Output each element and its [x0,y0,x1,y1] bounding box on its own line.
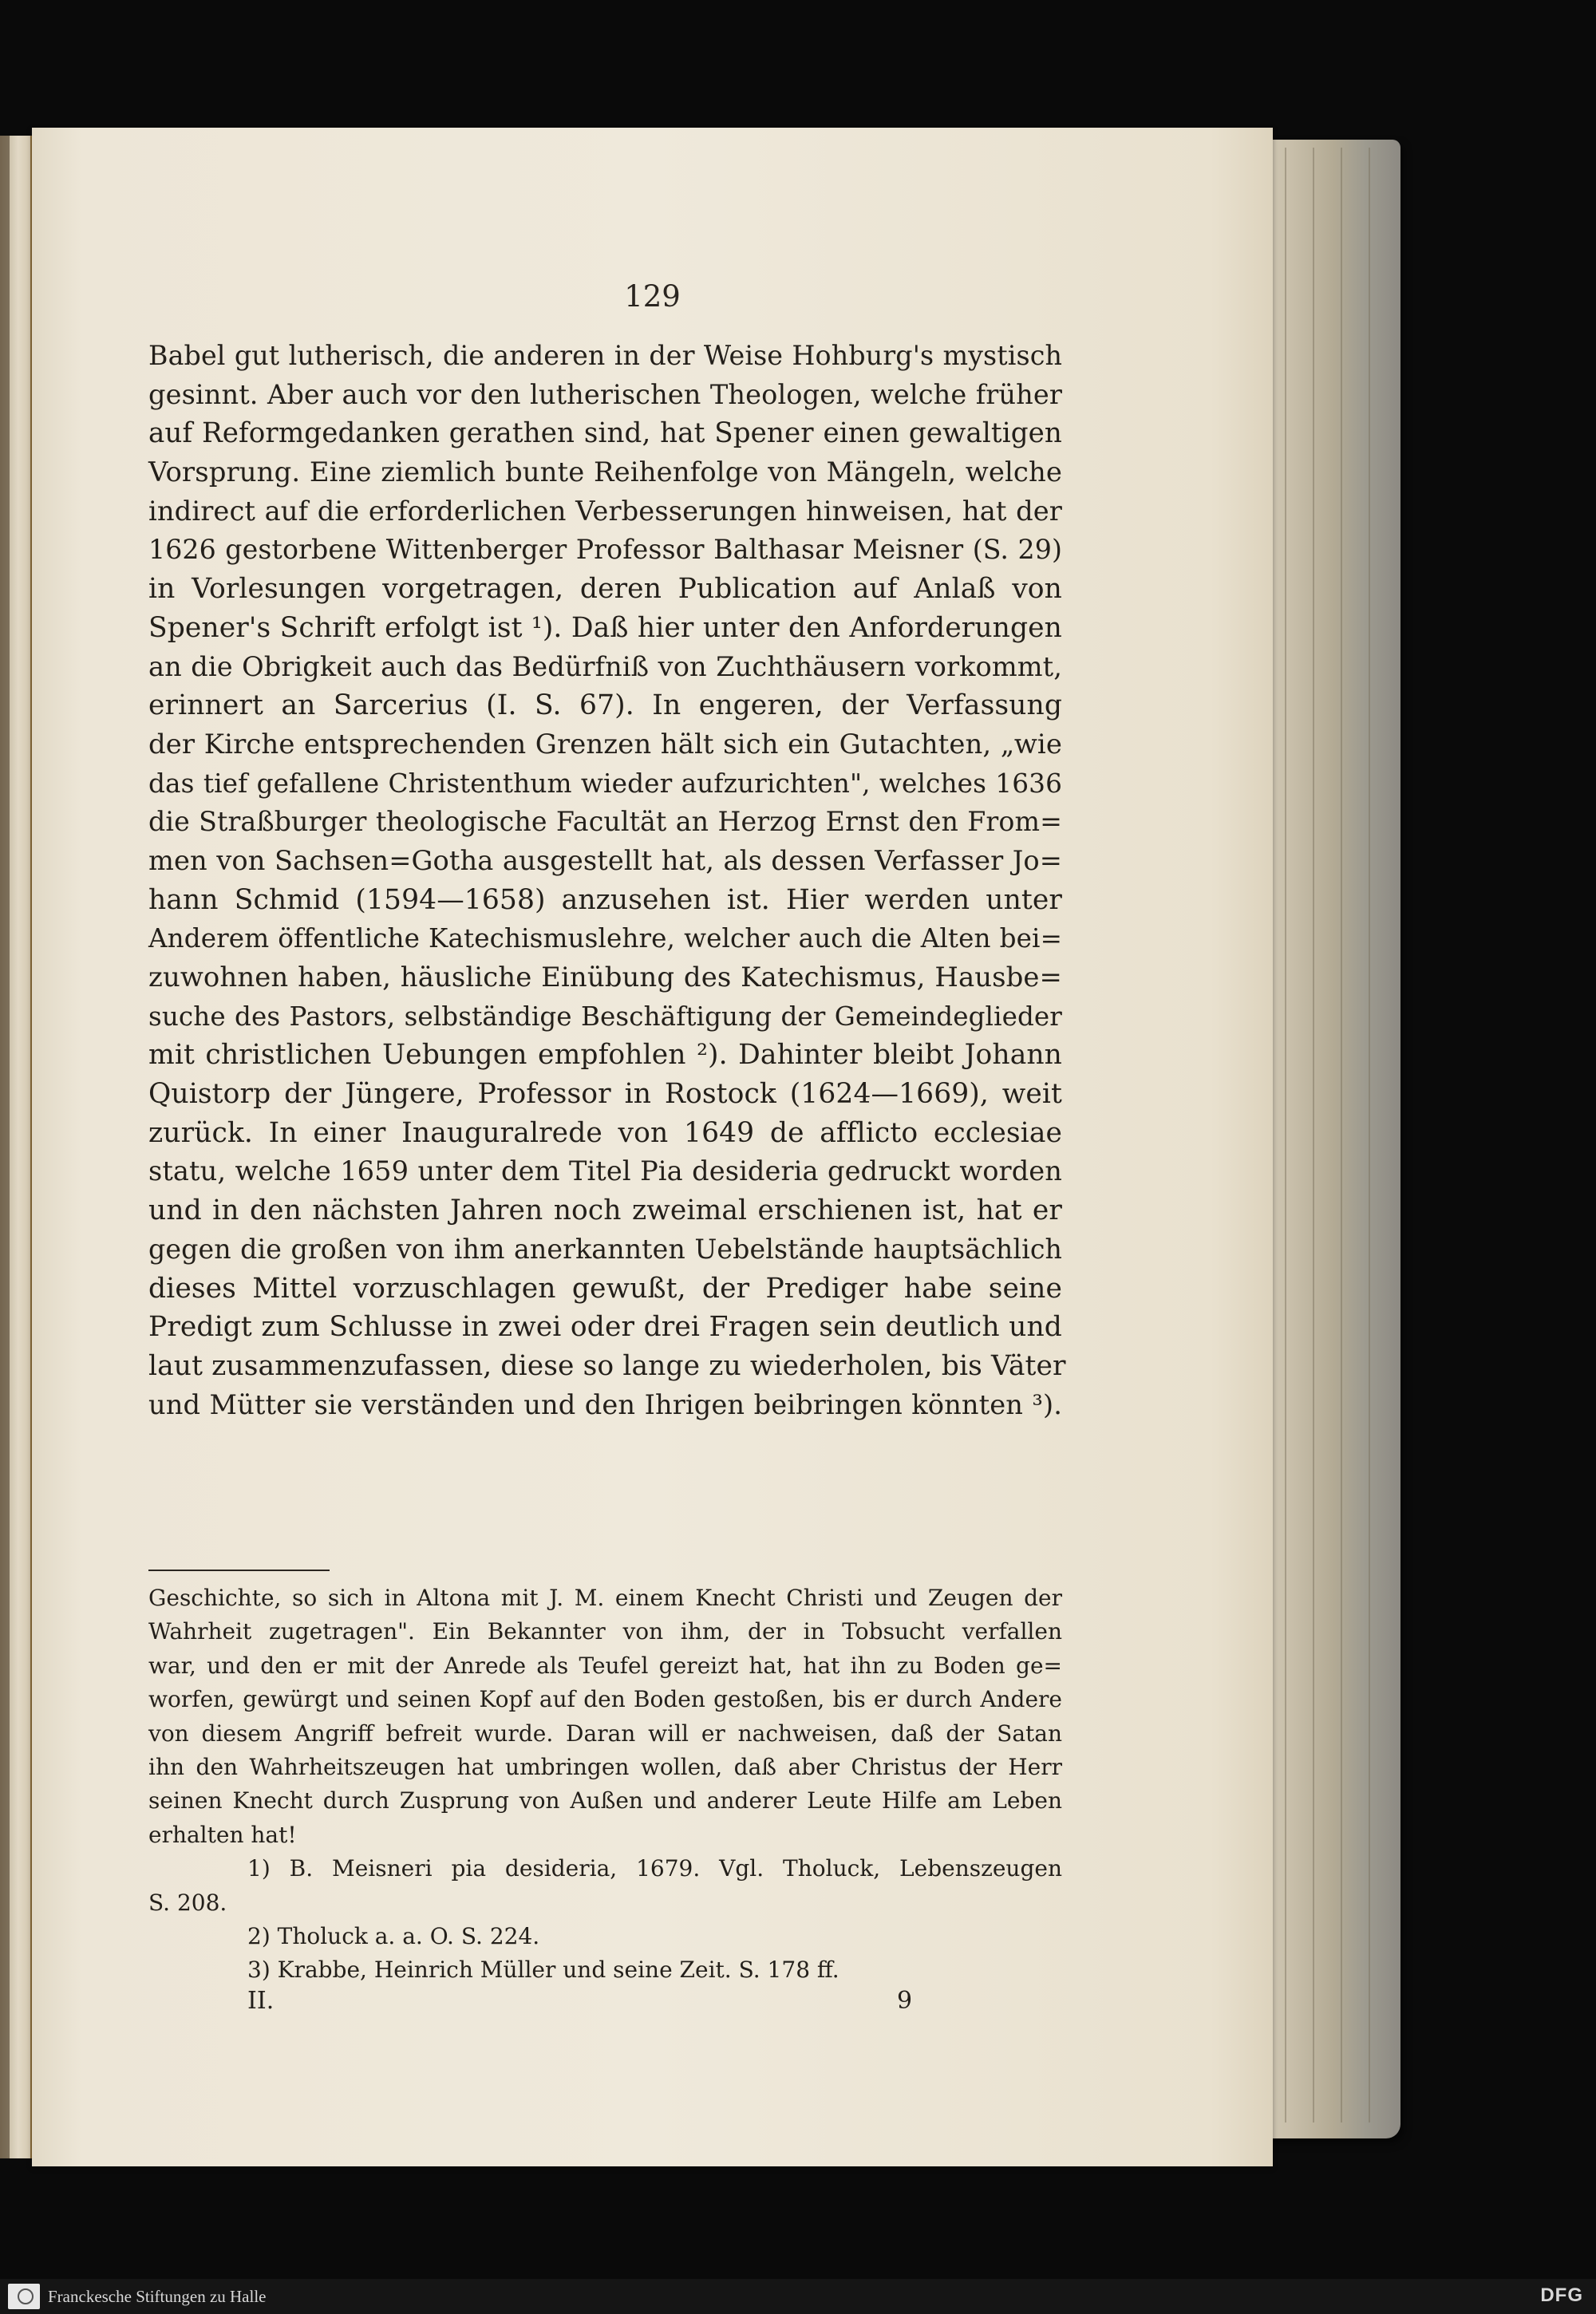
edge-line [1341,148,1342,2122]
body-line: in Vorlesungen vorgetragen, deren Publication auf Anlaß von [148,573,1062,606]
footnote-line: seinen Knecht durch Zusprung von Außen und anderer Leute Hilfe am Leben [148,1787,1062,1814]
body-line: gesinnt. Aber auch vor den lutherischen Theologen, welche früher [148,378,1062,410]
note-3: 3) Krabbe, Heinrich Müller und seine Zeit. S. 178 ff. [247,1957,839,1984]
body-line: zuwohnen haben, häusliche Einübung des Katechismus, Hausbe= [148,962,1062,993]
body-line: Spener's Schrift erfolgt ist ¹). Daß hier unter den Anforderungen [148,611,1062,644]
footnote-line: Geschichte, so sich in Altona mit J. M. einem Knecht Christi und Zeugen der [148,1585,1062,1611]
body-line: das tief gefallene Christenthum wieder aufzurichten", welches 1636 [148,768,1062,799]
signature-number: 9 [897,1987,913,2015]
body-line: und Mütter sie verständen und den Ihrigen beibringen könnten ³). [148,1388,1062,1420]
footnotes [148,1581,1062,1988]
footnote-line: erhalten hat! [148,1821,297,1848]
body-line: Anderem öffentliche Katechismuslehre, welcher auch die Alten bei= [148,923,1062,954]
body-line: Vorsprung. Eine ziemlich bunte Reihenfolge von Mängeln, welche [148,456,1062,488]
body-line: erinnert an Sarcerius (I. S. 67). In engeren, der Verfassung [148,689,1062,722]
edge-line [1369,148,1370,2122]
body-line: Predigt zum Schlusse in zwei oder drei Fragen sein deutlich und [148,1311,1062,1344]
footnote-line: ihn den Wahrheitszeugen hat umbringen wollen, daß aber Christus der Herr [148,1753,1062,1780]
footnote-line: von diesem Angriff befreit wurde. Daran will er nachweisen, daß der Satan [148,1720,1062,1747]
body-line: Babel gut lutherisch, die anderen in der Weise Hohburg's mystisch [148,340,1062,371]
note-2: 2) Tholuck a. a. O. S. 224. [247,1922,540,1949]
binding-stripe [0,136,10,2158]
edge-line [1285,148,1286,2122]
page-number: 129 [624,279,681,314]
funder-logo: DFG [1540,2284,1583,2306]
body-line: an die Obrigkeit auch das Bedürfniß von Zuchthäusern vorkommt, [148,650,1062,682]
viewer-footer [0,2279,1596,2314]
body-line: gegen die großen von ihm anerkannten Uebelstände hauptsächlich [148,1233,1062,1265]
body-line: mit christlichen Uebungen empfohlen ²). Dahinter bleibt Johann [148,1039,1062,1072]
body-line: die Straßburger theologische Facultät an Herzog Ernst den From= [148,806,1062,838]
footnote-line: worfen, gewürgt und seinen Kopf auf den Boden gestoßen, bis er durch Andere [148,1686,1062,1713]
body-line: Quistorp der Jüngere, Professor in Rostock (1624—1669), weit [148,1078,1062,1111]
body-line: zurück. In einer Inauguralrede von 1649 de afflicto ecclesiae [148,1116,1062,1149]
body-line: der Kirche entsprechenden Grenzen hält sich ein Gutachten, „wie [148,728,1062,760]
note-1: 1) B. Meisneri pia desideria, 1679. Vgl. Tholuck, Lebenszeugen [247,1855,1062,1882]
book-page [32,128,1273,2166]
body-line: auf Reformgedanken gerathen sind, hat Spener einen gewaltigen [148,417,1062,450]
body-line: suche des Pastors, selbständige Beschäftigung der Gemeindeglieder [148,1001,1062,1032]
body-line: dieses Mittel vorzuschlagen gewußt, der Prediger habe seine [148,1272,1062,1305]
body-line: laut zusammenzufassen, diese so lange zu wiederholen, bis Väter [148,1349,1066,1382]
body-line: und in den nächsten Jahren noch zweimal erschienen ist, hat er [148,1195,1062,1227]
body-text [148,337,1066,1424]
note-1-continued: S. 208. [148,1889,227,1916]
body-line: hann Schmid (1594—1658) anzusehen ist. Hier werden unter [148,883,1062,916]
previous-page-edge [0,136,33,2158]
body-line: 1626 gestorbene Wittenberger Professor Balthasar Meisner (S. 29) [148,534,1062,566]
institution-name: Franckesche Stiftungen zu Halle [48,2287,267,2306]
body-line: indirect auf die erforderlichen Verbesserungen hinweisen, hat der [148,495,1062,527]
footnote-line: war, und den er mit der Anrede als Teufel gereizt hat, hat ihn zu Boden ge= [148,1652,1062,1679]
institution-logo-icon [8,2284,40,2309]
footnote-rule [148,1570,330,1571]
footnote-line: Wahrheit zugetragen". Ein Bekannter von ihm, der in Tobsucht verfallen [148,1618,1062,1645]
edge-line [1313,148,1314,2122]
body-line: men von Sachsen=Gotha ausgestellt hat, als dessen Verfasser Jo= [148,844,1062,876]
body-line: statu, welche 1659 unter dem Titel Pia desideria gedruckt worden [148,1155,1062,1187]
signature-mark: II. [247,1987,275,2015]
